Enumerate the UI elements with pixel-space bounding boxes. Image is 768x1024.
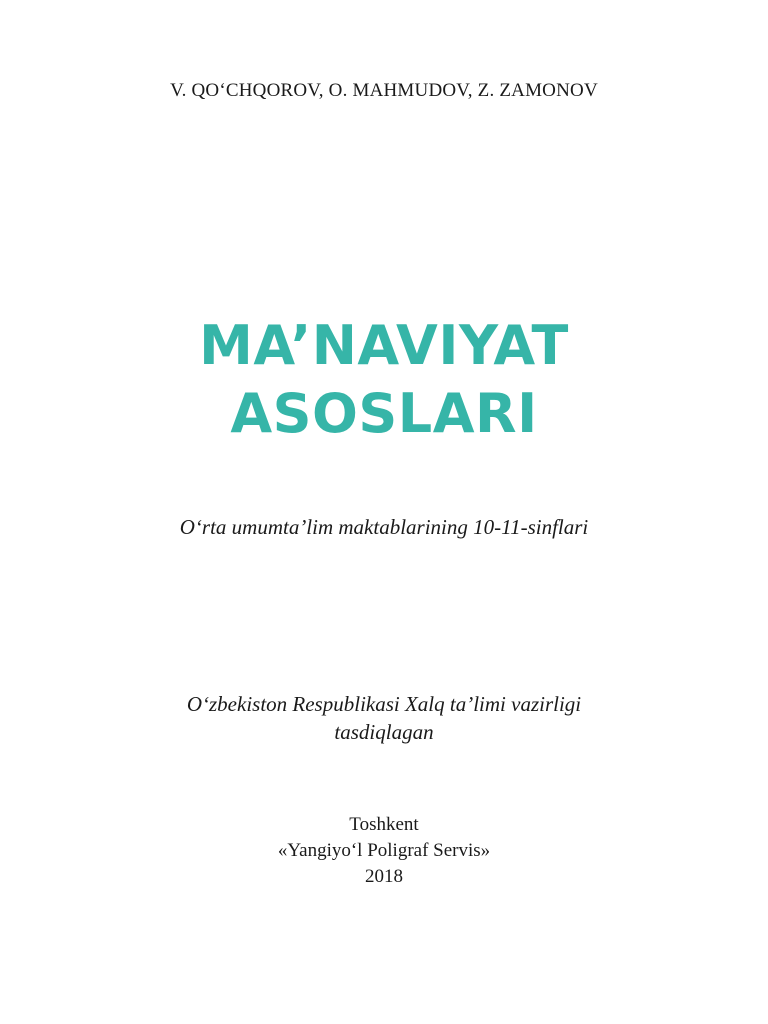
book-title-line-2: ASOSLARI [230, 382, 538, 445]
approval-line-2: tasdiqlagan [334, 720, 434, 744]
approval-note [0, 690, 768, 746]
imprint-year: 2018 [365, 866, 403, 887]
book-title [0, 312, 768, 448]
imprint-city: Toshkent [349, 814, 419, 835]
imprint [0, 812, 768, 890]
approval-line-1: O‘zbekiston Respublikasi Xalq ta’limi vazirligi [186, 692, 582, 716]
book-title-line-1: MA’NAVIYAT [199, 314, 569, 377]
authors: V. QO‘CHQOROV, O. MAHMUDOV, Z. ZAMONOV [170, 80, 598, 101]
book-subtitle: O‘rta umumta’lim maktablarining 10-11-sinflari [179, 515, 589, 539]
imprint-publisher: «Yangiyo‘l Poligraf Servis» [277, 840, 491, 861]
